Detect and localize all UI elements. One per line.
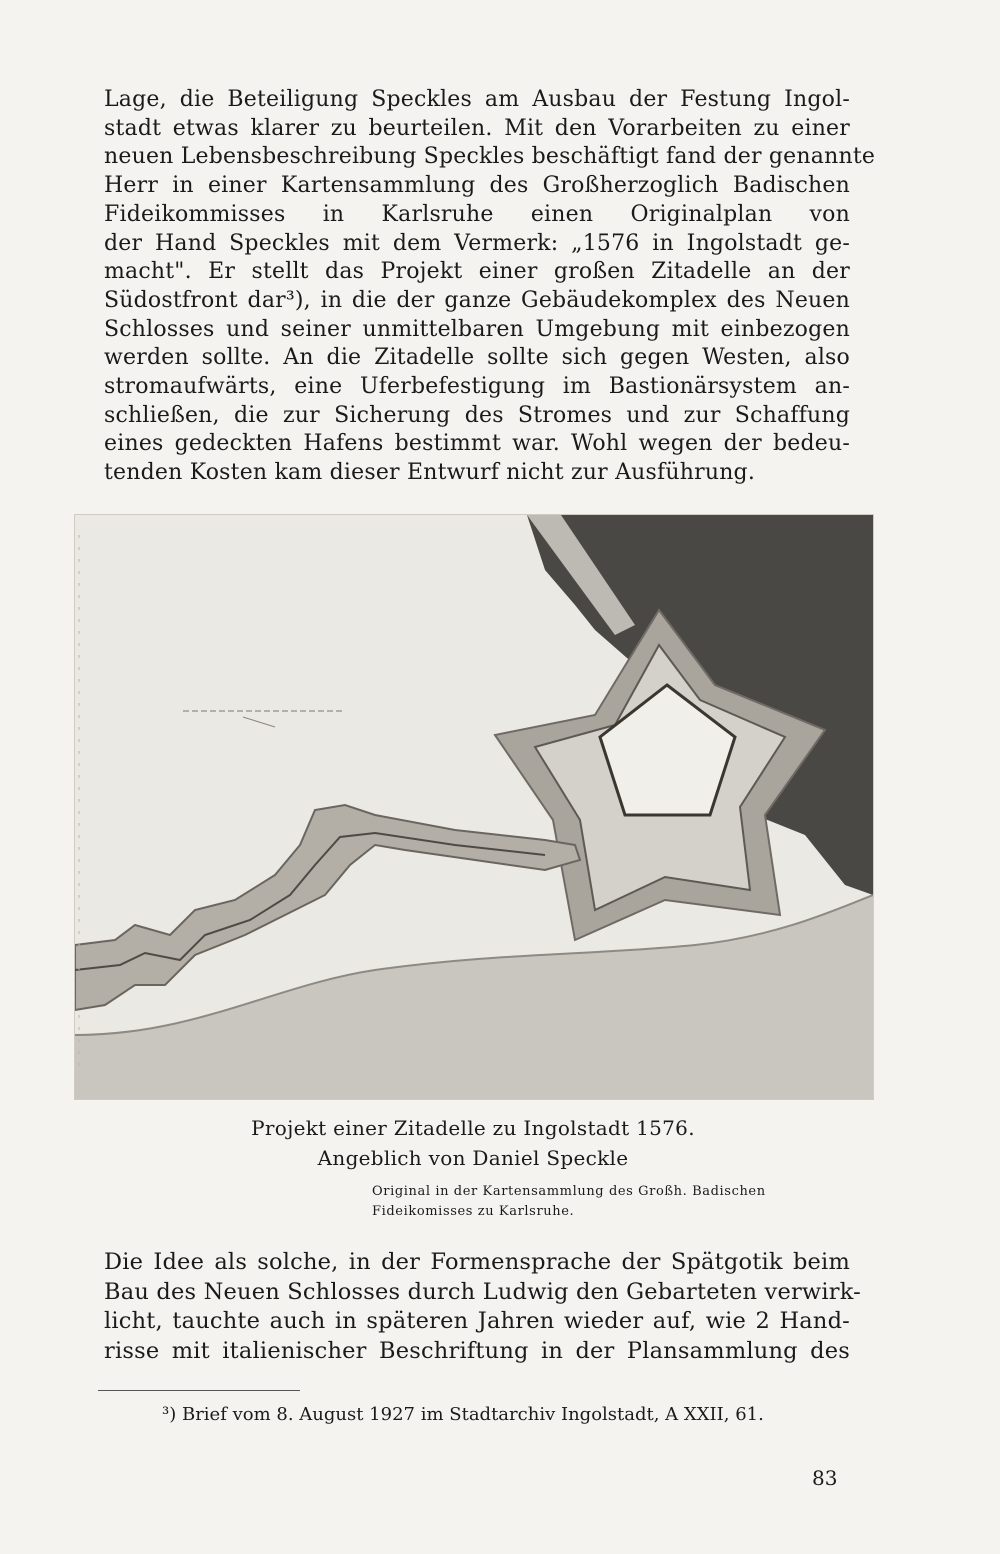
text-line: risse mit italienischer Beschriftung in der Plansammlung des <box>104 1337 850 1364</box>
page-number: 83 <box>812 1466 838 1490</box>
citadel-plan-figure <box>74 514 874 1100</box>
text-line: Fideikommisses in Karlsruhe einen Originalplan von <box>104 201 850 227</box>
text-line: eines gedeckten Hafens bestimmt war. Wohl wegen der bedeu- <box>104 431 850 457</box>
text-line: werden sollte. An die Zitadelle sollte sich gegen Westen, also <box>104 345 850 371</box>
citadel-plan-drawing <box>75 515 873 1099</box>
figure-caption-title: Projekt einer Zitadelle zu Ingolstadt 1576. <box>251 1116 695 1140</box>
text-line: stromaufwärts, eine Uferbefestigung im Bastionärsystem an- <box>104 374 850 400</box>
footnote: ³) Brief vom 8. August 1927 im Stadtarchiv Ingolstadt, A XXII, 61. <box>162 1404 764 1425</box>
figure-credit-line: Fideikomisses zu Karlsruhe. <box>372 1204 575 1219</box>
text-line: macht". Er stellt das Projekt einer großen Zitadelle an der <box>104 259 850 285</box>
text-line: Lage, die Beteiligung Speckles am Ausbau der Festung Ingol- <box>104 87 850 112</box>
body-paragraph-top <box>104 86 876 488</box>
figure-caption-author: Angeblich von Daniel Speckle <box>317 1146 629 1170</box>
text-line: licht, tauchte auch in späteren Jahren wieder auf, wie 2 Hand- <box>104 1308 850 1334</box>
text-line: Die Idee als solche, in der Formensprache der Spätgotik beim <box>104 1249 850 1275</box>
text-line: der Hand Speckles mit dem Vermerk: „1576 in Ingolstadt ge- <box>104 230 850 256</box>
text-line: tenden Kosten kam dieser Entwurf nicht zur Ausführung. <box>104 460 756 486</box>
body-paragraph-bottom <box>104 1248 861 1366</box>
text-line: Bau des Neuen Schlosses durch Ludwig den Gebarteten verwirk- <box>104 1278 861 1305</box>
text-line: Südostfront dar³), in die der ganze Gebäudekomplex des Neuen <box>104 287 850 313</box>
text-line: stadt etwas klarer zu beurteilen. Mit den Vorarbeiten zu einer <box>104 115 850 141</box>
text-line: Schlosses und seiner unmittelbaren Umgebung mit einbezogen <box>104 316 850 342</box>
footnote-rule <box>98 1390 300 1391</box>
text-line: Herr in einer Kartensammlung des Großherzoglich Badischen <box>104 173 850 199</box>
text-line: neuen Lebensbeschreibung Speckles beschäftigt fand der genannte <box>104 144 876 170</box>
figure-credit-line: Original in der Kartensammlung des Großh. Badischen <box>372 1184 766 1199</box>
text-line: schließen, die zur Sicherung des Stromes und zur Schaffung <box>104 402 850 428</box>
